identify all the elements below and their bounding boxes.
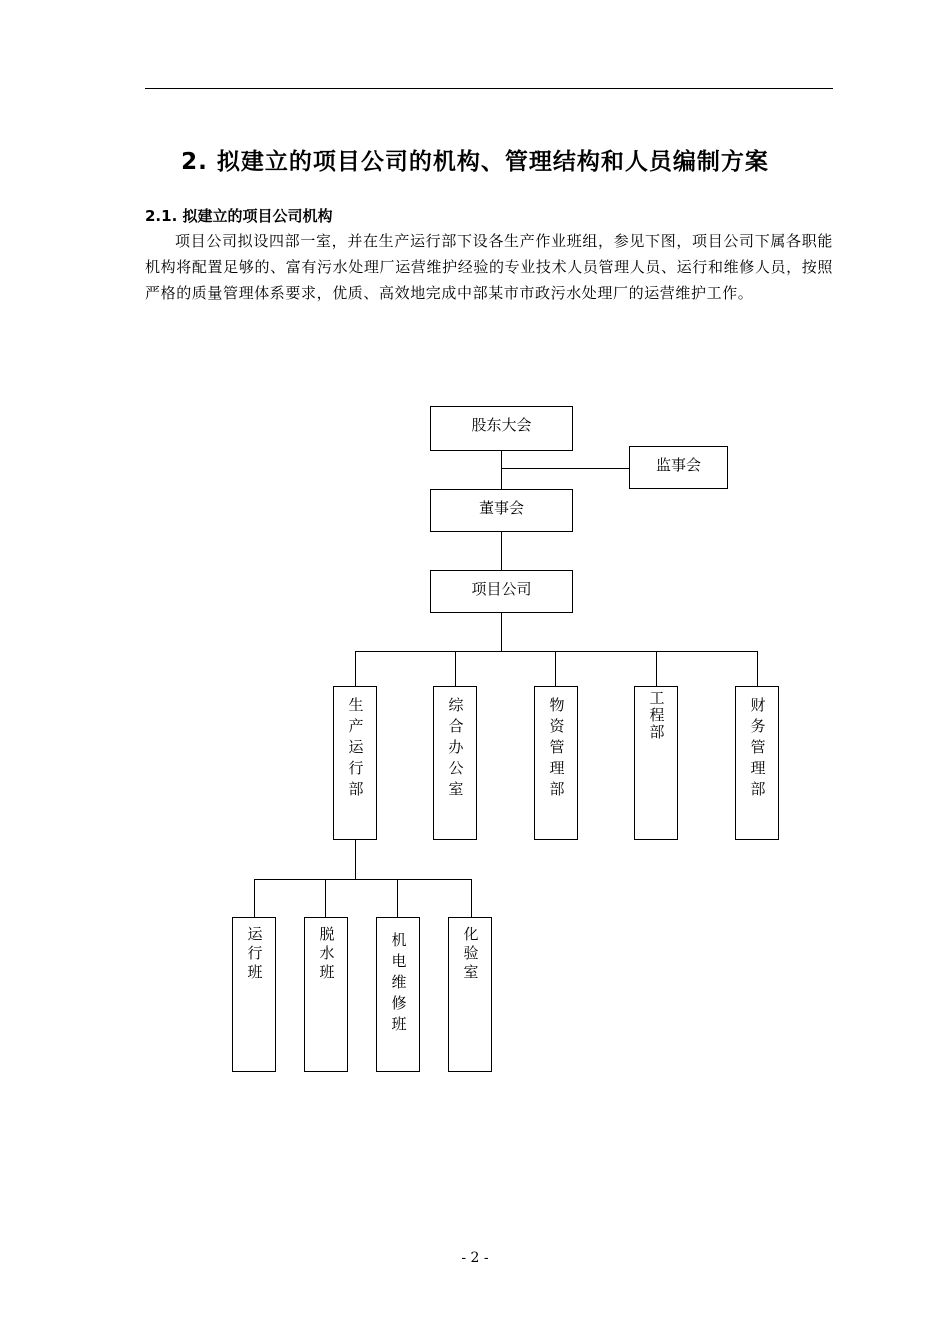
connector-line bbox=[325, 879, 326, 917]
connector-line bbox=[501, 451, 502, 489]
company-box: 项目公司 bbox=[430, 570, 573, 613]
header-rule bbox=[145, 88, 833, 89]
connector-line bbox=[455, 651, 456, 686]
section-heading: 2.1. 拟建立的项目公司机构 bbox=[145, 207, 333, 225]
body-text: 项目公司拟设四部一室，并在生产运行部下设各生产作业班组，参见下图，项目公司下属各职能机构将配置足够的、富有污水处理厂运营维护经验的专业技术人员管理人员、运行和维修人员，按照严格的质量管理体系要求，优质、高效地完成中部某市市政污水处理厂的运营维护工作。 bbox=[145, 232, 833, 302]
connector-line bbox=[656, 651, 657, 686]
connector-line bbox=[501, 468, 629, 469]
connector-line bbox=[555, 651, 556, 686]
connector-line bbox=[355, 651, 356, 686]
shareholders-box: 股东大会 bbox=[430, 406, 573, 451]
department-box: 生产运行部 bbox=[333, 686, 377, 840]
board-box: 董事会 bbox=[430, 489, 573, 532]
team-box: 化验室 bbox=[448, 917, 492, 1072]
team-box: 脱水班 bbox=[304, 917, 348, 1072]
supervisors-box: 监事会 bbox=[629, 446, 728, 489]
connector-line bbox=[397, 879, 398, 917]
department-box: 物资管理部 bbox=[534, 686, 578, 840]
team-box: 机电维修班 bbox=[376, 917, 420, 1072]
connector-line bbox=[355, 839, 356, 879]
connector-line bbox=[355, 651, 757, 652]
connector-line bbox=[471, 879, 472, 917]
connector-line bbox=[254, 879, 255, 917]
page-title: 2. 拟建立的项目公司的机构、管理结构和人员编制方案 bbox=[181, 149, 769, 175]
department-box: 财务管理部 bbox=[735, 686, 779, 840]
connector-line bbox=[254, 879, 472, 880]
body-paragraph bbox=[145, 228, 833, 306]
connector-line bbox=[757, 651, 758, 686]
department-box: 综合办公室 bbox=[433, 686, 477, 840]
team-box: 运行班 bbox=[232, 917, 276, 1072]
connector-line bbox=[501, 532, 502, 570]
page-number: - 2 - bbox=[461, 1250, 489, 1266]
connector-line bbox=[501, 613, 502, 651]
department-box: 工程部 bbox=[634, 686, 678, 840]
